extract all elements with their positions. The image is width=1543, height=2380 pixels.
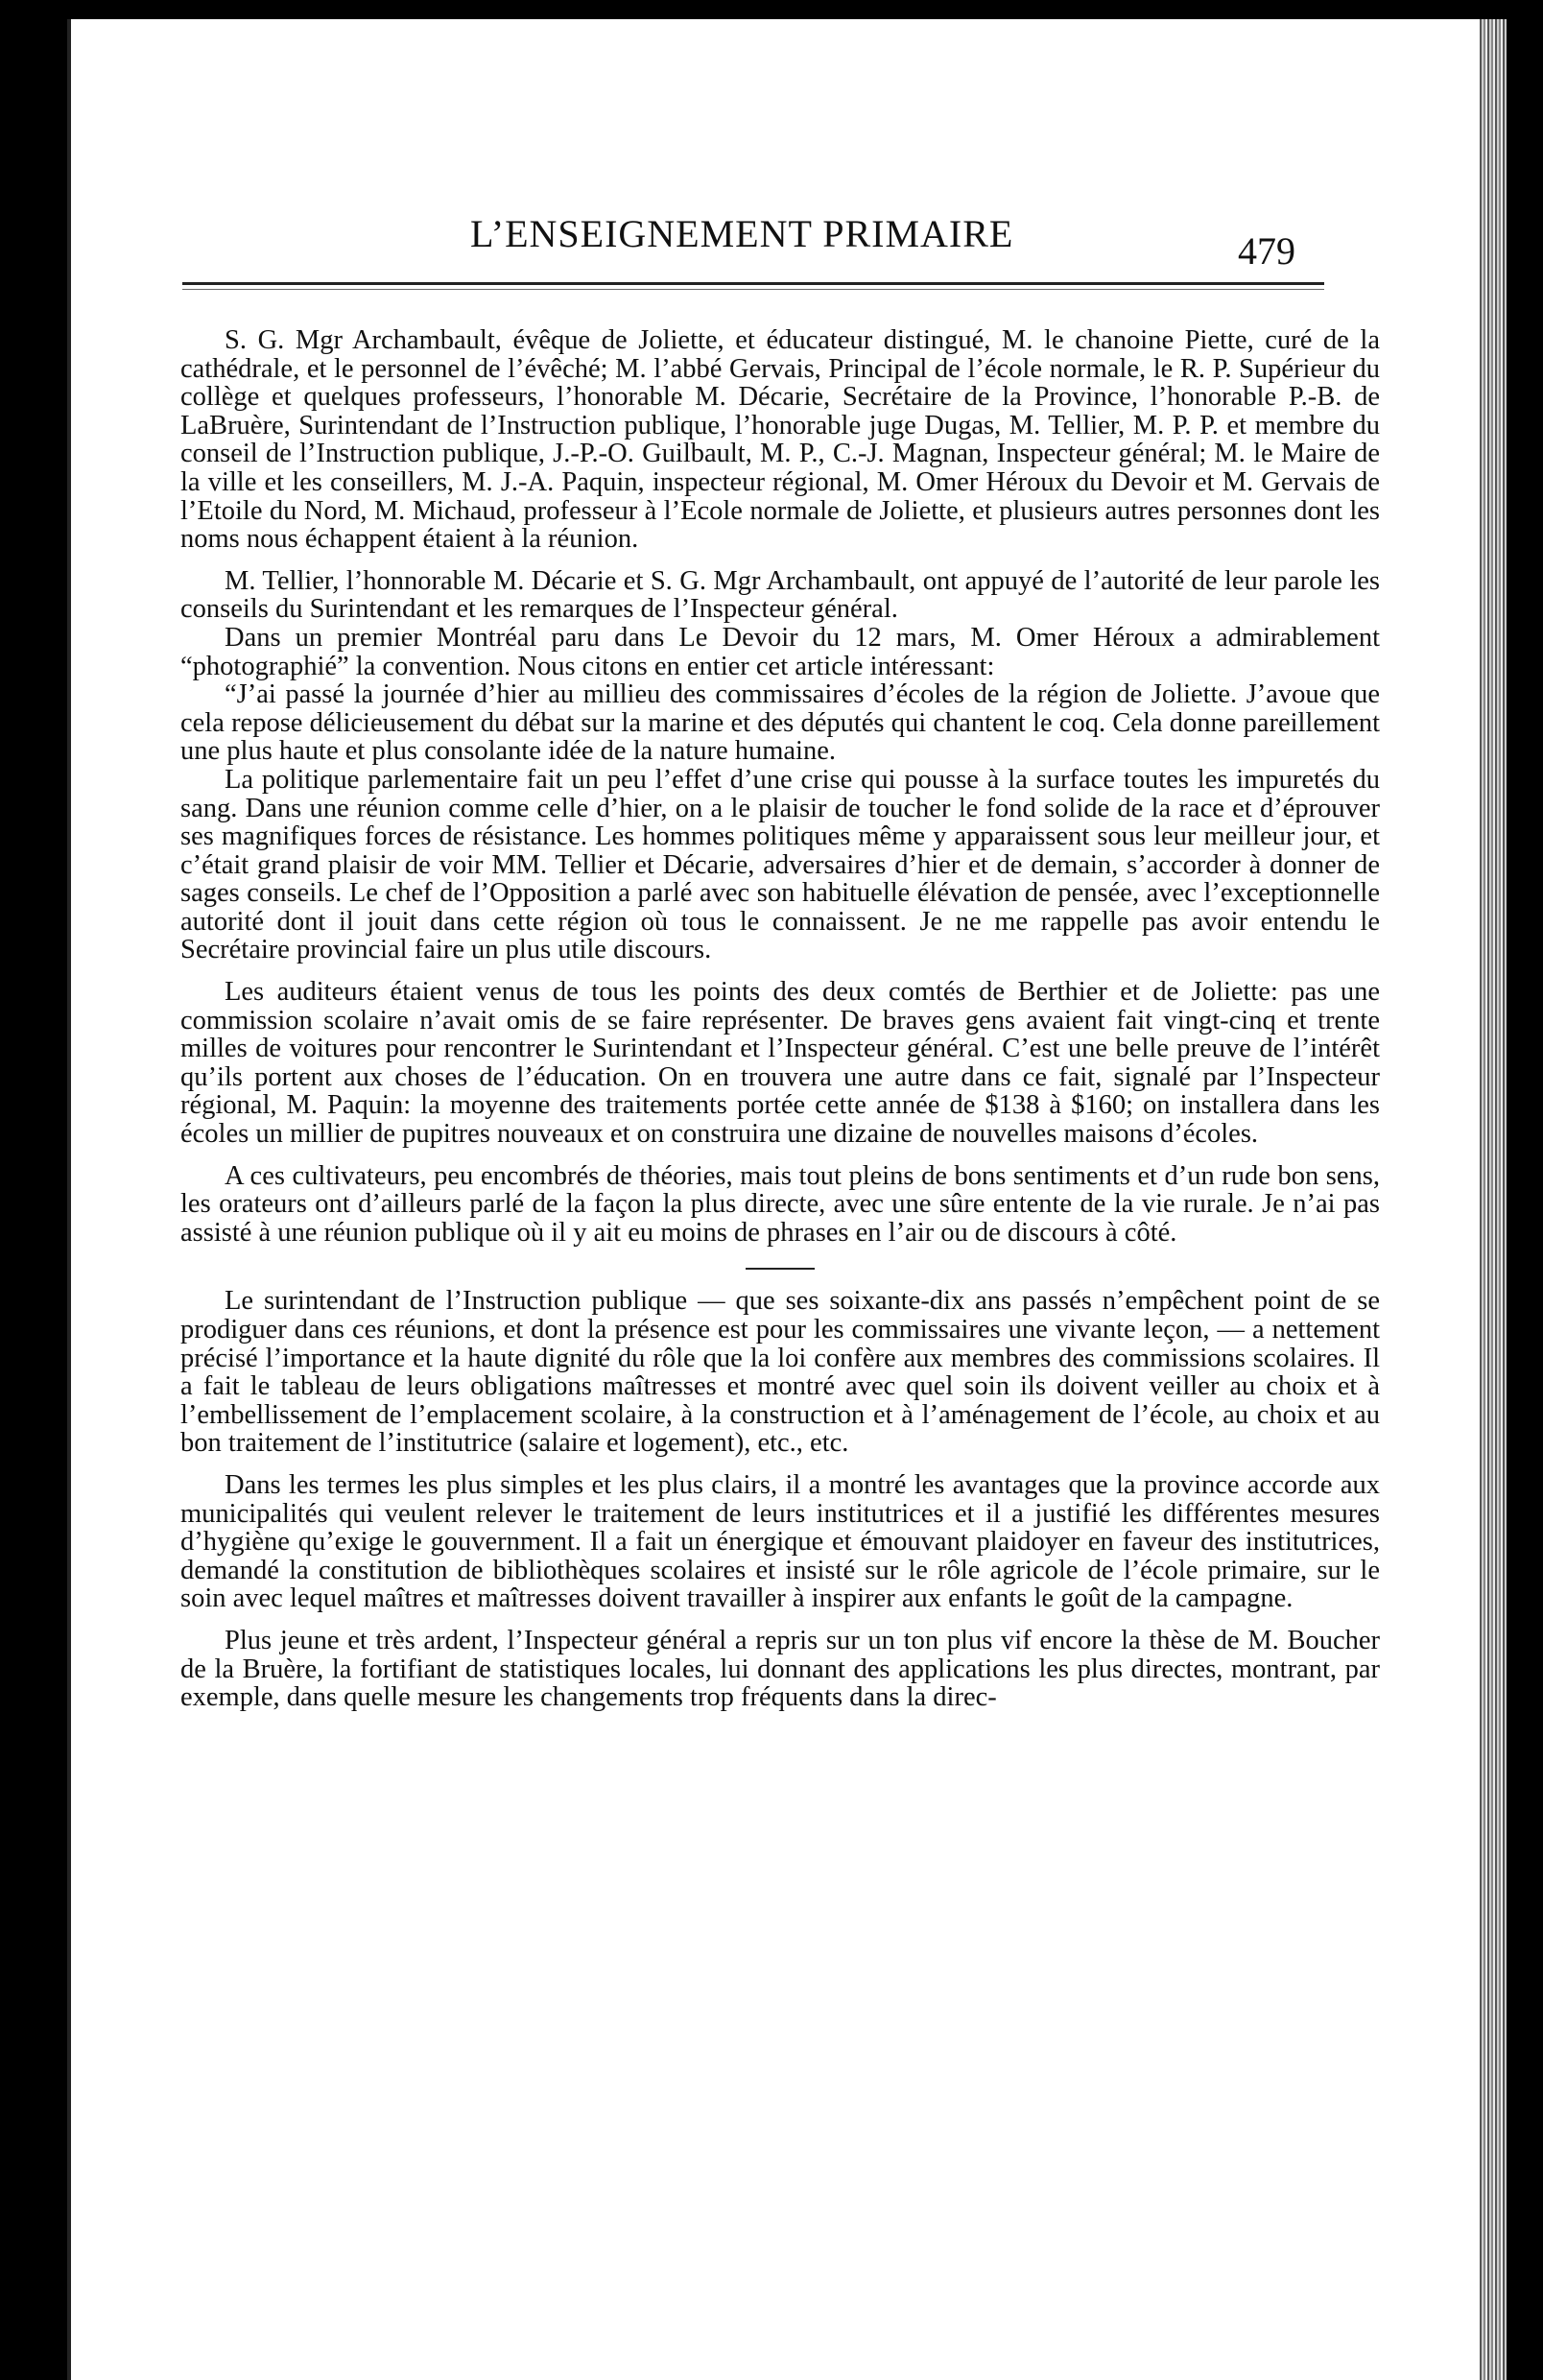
paragraph-devoir-intro: Dans un premier Montréal paru dans Le Devoir du 12 mars, M. Omer Héroux a admirablement “photographié” la convention. Nous citons en entier cet article intéressant: xyxy=(180,622,1380,681)
page-number: 479 xyxy=(1238,229,1295,273)
page-gutter-shadow xyxy=(67,19,71,2380)
section-separator xyxy=(746,1268,815,1270)
page-edge-stack xyxy=(1480,19,1507,2380)
paragraph-surintendant: Le surintendant de l’Instruction publique — que ses soixante-dix ans passés n’empêchent point de se prodiguer dans ces réunions, et dont la présence est pour les commissaires une vivante leçon, — a nettement précisé l’importance et la haute dignité du rôle que la loi confère aux membres des commissions scolaires. Il a fait le tableau de leurs obligations maîtresses et montré avec quel soin ils doivent veiller au choix et à l’embellissement de l’emplacement scolaire, à la construction et à l’aménagement de l’école, au choix et au bon traitement de l’institutrice (salaire et logement), etc., etc. xyxy=(180,1286,1380,1459)
paragraph-auditors: Les auditeurs étaient venus de tous les points des deux comtés de Berthier et de Joliette: pas une commission scolaire n’avait omis de se faire représenter. De braves gens avaient fait vingt-cinq et trente milles de voitures pour rencontrer le Surintendant et l’Inspecteur général. C’est une belle preuve de l’intérêt qu’ils portent aux choses de l’éducation. On en trouvera une autre dans ce fait, signalé par l’Inspecteur régional, M. Paquin: la moyenne des traitements portée cette année de $138 à $160; on installera dans les écoles un millier de pupitres nouveaux et on construira une dizaine de nouvelles maisons d’écoles. xyxy=(180,977,1380,1150)
paragraph-inspecteur: Plus jeune et très ardent, l’Inspecteur général a repris sur un ton plus vif encore la thèse de M. Boucher de la Bruère, la fortifiant de statistiques locales, lui donnant des applications les plus directes, montrant, par exemple, dans quelle mesure les changements trop fréquents dans la direc- xyxy=(180,1625,1380,1713)
body-text xyxy=(180,326,1380,1712)
paragraph-speakers: M. Tellier, l’honnorable M. Décarie et S. G. Mgr Archambault, ont appuyé de l’autorité de leur parole les conseils du Surintendant et les remarques de l’Inspecteur général. xyxy=(180,565,1380,625)
paragraph-province: Dans les termes les plus simples et les plus clairs, il a montré les avantages que la province accorde aux municipalités qui veulent relever le traitement de leurs institutrices et il a justifié les différentes mesures d’hygiène qu’exige le gouvernment. Il a fait un énergique et émouvant plaidoyer en faveur des institutrices, demandé la constitution de bibliothèques scolaires et insisté sur le rôle agricole de l’école primaire, sur le soin avec lequel maîtres et maîtresses doivent travailler à inspirer aux enfants le goût de la campagne. xyxy=(180,1469,1380,1614)
paragraph-quote-start: “J’ai passé la journée d’hier au millieu des commissaires d’écoles de la région de Joliette. J’avoue que cela repose délicieusement du débat sur la marine et des députés qui chantent le coq. Cela donne pareillement une plus haute et plus consolante idée de la nature humaine. xyxy=(180,679,1380,767)
paragraph-cultivators: A ces cultivateurs, peu encombrés de théories, mais tout pleins de bons sentiments et d’un rude bon sens, les orateurs ont d’ailleurs parlé de la façon la plus directe, avec une sûre entente de la vie rurale. Je n’ai pas assisté à une réunion publique où il y ait eu moins de phrases en l’air ou de discours à côté. xyxy=(180,1160,1380,1248)
header-rule-thin xyxy=(182,289,1324,290)
paragraph-attendees: S. G. Mgr Archambault, évêque de Joliette, et éducateur distingué, M. le chanoine Piette, curé de la cathédrale, et le personnel de l’évêché; M. l’abbé Gervais, Principal de l’école normale, le R. P. Supérieur du collège et quelques professeurs, l’honorable M. Décarie, Secrétaire de la Province, l’honorable P.-B. de LaBruère, Surintendant de l’Instruction publique, l’honorable juge Dugas, M. Tellier, M. P. P. et membre du conseil de l’Instruction publique, J.-P.-O. Guilbault, M. P., C.-J. Magnan, Inspecteur général; M. le Maire de la ville et les conseillers, M. J.-A. Paquin, inspecteur régional, M. Omer Héroux du Devoir et M. Gervais de l’Etoile du Nord, M. Michaud, professeur à l’Ecole normale de Joliette, et plusieurs autres personnes dont les noms nous échappent étaient à la réunion. xyxy=(180,325,1380,555)
book-page xyxy=(67,19,1507,2380)
running-title: L’ENSEIGNEMENT PRIMAIRE xyxy=(470,212,1014,255)
paragraph-politics: La politique parlementaire fait un peu l’effet d’une crise qui pousse à la surface toutes les impuretés du sang. Dans une réunion comme celle d’hier, on a le plaisir de toucher le fond solide de la race et d’éprouver ses magnifiques forces de résistance. Les hommes politiques même y apparaissent sous leur meilleur jour, et c’était grand plaisir de voir MM. Tellier et Décarie, adversaires d’hier et de demain, s’accorder à donner de sages conseils. Le chef de l’Opposition a parlé avec son habituelle élévation de pensée, avec l’exceptionnelle autorité dont il jouit dans cette région où tous le connaissent. Je ne me rappelle pas avoir entendu le Secrétaire provincial faire un plus utile discours. xyxy=(180,764,1380,965)
header-rule xyxy=(182,282,1324,285)
